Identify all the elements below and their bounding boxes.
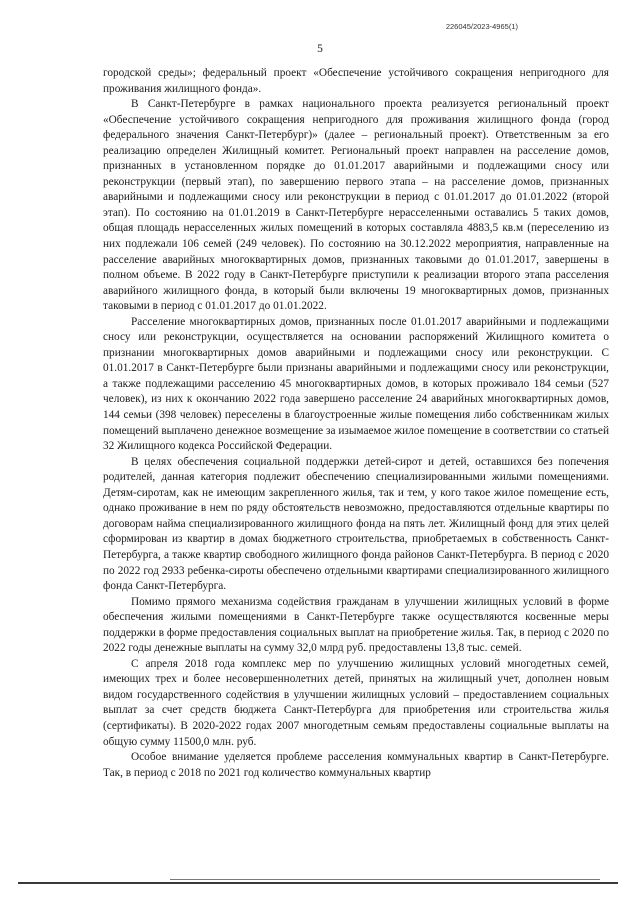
paragraph: В Санкт-Петербурге в рамках национального проекта реализуется региональный проект «Обеспечение устойчивого сокращения непригодного для проживания жилищного фонда (город федерального значения Санкт-Петербург)» (далее – региональный проект). Ответственным за его реализацию определен Жилищный комитет. Региональный проект направлен на расселение домов, признанных в установленном порядке до 01.01.2017 аварийными и подлежащими сносу или реконструкции (первый этап), по завершению первого этапа – на расселение домов, признанных аварийными и подлежащими сносу или реконструкции в период с 01.01.2017 до 01.01.2022 (второй этап). По состоянию на 01.01.2019 в Санкт-Петербурге нерасселенными оставались 5 таких домов, общая площадь нерасселенных жилых помещений в которых составляла 4883,5 кв.м (переселению из них подлежали 106 семей (249 человек). По состоянию на 30.12.2022 мероприятия, направленные на расселение аварийных многоквартирных домов, признанных таковыми до 01.01.2017, завершены в полном объеме. В 2022 году в Санкт-Петербурге приступили к реализации второго этапа расселения аварийного жилищного фонда, в который были включены 19 многоквартирных домов, признанных таковыми в период с 01.01.2017 до 01.01.2022. (103, 98, 609, 313)
footer-rule-thin (170, 879, 600, 880)
paragraph: В целях обеспечения социальной поддержки детей-сирот и детей, оставшихся без попечения родителей, данная категория подлежит обеспечению специализированными жилыми помещениями. Детям-сиротам, как не имеющим закрепленного жилья, так и тем, у кого такое жилое помещение есть, однако проживание в нем по ряду обстоятельств невозможно, предоставляются отдельные квартиры по договорам найма специализированного жилищного фонда на пять лет. Жилищный фонд для этих целей сформирован из квартир в домах бюджетного строительства, приобретаемых в собственность Санкт-Петербурга, а также квартир свободного жилищного фонда районов Санкт-Петербурга. В период с 2020 по 2022 год 2933 ребенка-сироты обеспечено отдельными квартирами специализированного жилищного фонда Санкт-Петербурга. (103, 455, 609, 593)
document-id: 226045/2023-4965(1) (445, 22, 518, 31)
page-number: 5 (317, 43, 323, 55)
paragraph: городской среды»; федеральный проект «Обеспечение устойчивого сокращения непригодного для проживания жилищного фонда». (103, 67, 609, 95)
paragraph: Расселение многоквартирных домов, признанных после 01.01.2017 аварийными и подлежащими сносу или реконструкции, осуществляется на основании распоряжений Жилищного комитета о признании многоквартирных домов аварийными и подлежащими сносу или реконструкции. С 01.01.2017 в Санкт-Петербурге были признаны аварийными и подлежащими сносу или реконструкции, а также подлежащими расселению 45 многоквартирных домов, в которых проживало 184 семьи (527 человек), из них к окончанию 2022 года завершено расселение 24 аварийных многоквартирных домов, 144 семьи (398 человек) переселены в благоустроенные жилые помещения либо собственникам жилых помещений выплачено денежное возмещение за изымаемое жилое помещение в соответствии со статьей 32 Жилищного кодекса Российской Федерации. (103, 315, 609, 453)
paragraph: Особое внимание уделяется проблеме расселения коммунальных квартир в Санкт-Петербурге. Так, в период с 2018 по 2021 год количество коммунальных квартир (103, 751, 609, 779)
document-body (103, 66, 609, 781)
paragraph: Помимо прямого механизма содействия гражданам в улучшении жилищных условий в форме обеспечения жилыми помещениями в Санкт-Петербурге также осуществляются косвенные меры поддержки в форме предоставления социальных выплат на приобретение жилья. Так, в период с 2020 по 2022 годы денежные выплаты на сумму 32,0 млрд руб. предоставлены 13,8 тыс. семей. (103, 595, 609, 655)
paragraph: С апреля 2018 года комплекс мер по улучшению жилищных условий многодетных семей, имеющих трех и более несовершеннолетних детей, принятых на жилищный учет, дополнен новым видом государственного содействия в улучшении жилищных условий – предоставлением социальных выплат за счет средств бюджета Санкт-Петербурга для приобретения или строительства жилья (сертификаты). В 2020-2022 годах 2007 многодетным семьям предоставлены социальные выплаты на общую сумму 11500,0 млн. руб. (103, 657, 609, 748)
footer-rule (18, 882, 618, 884)
